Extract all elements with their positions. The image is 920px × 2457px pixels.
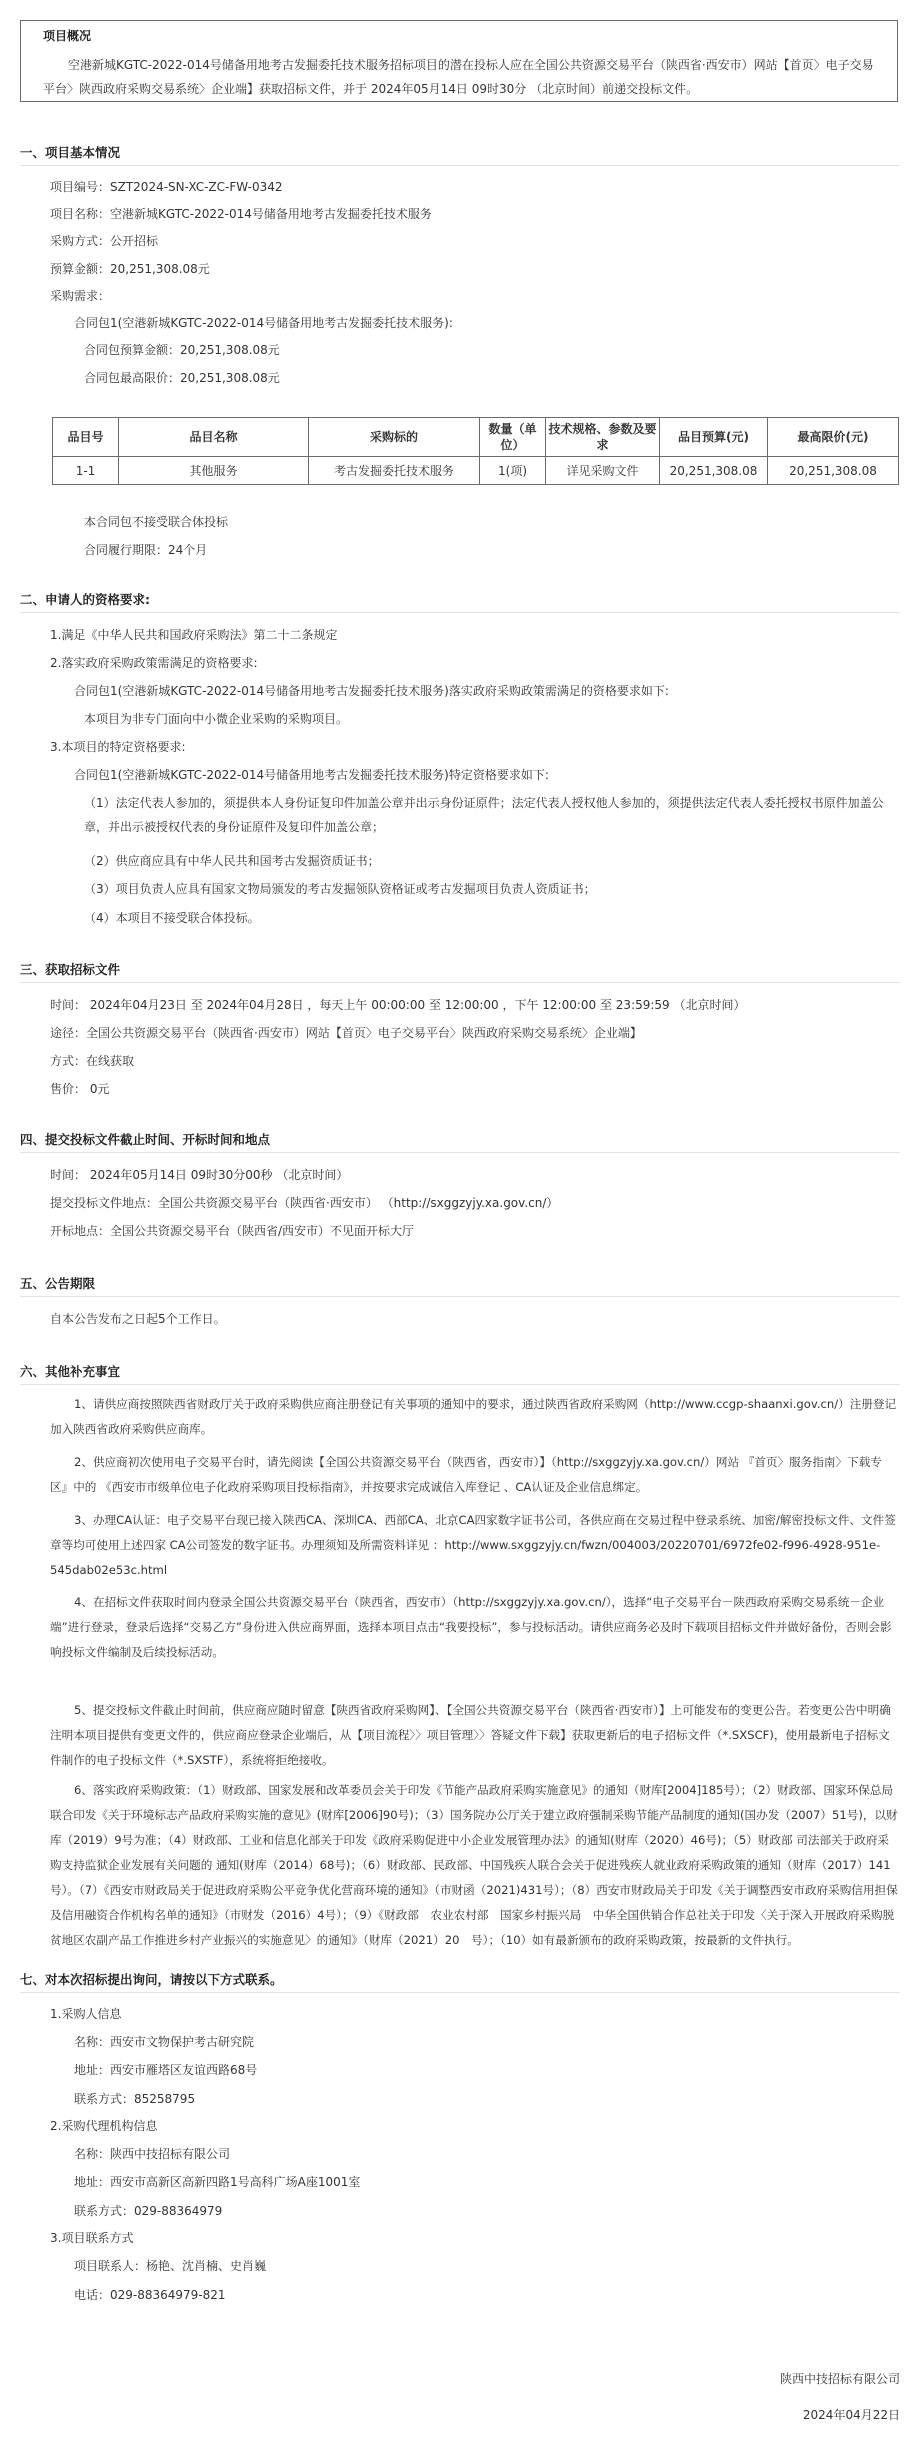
section-1-heading: 一、项目基本情况 <box>20 145 121 160</box>
lot-title: 合同包1(空港新城KGTC-2022-014号储备用地考古发掘委托技术服务): <box>74 316 453 330</box>
table-header: 采购标的 <box>309 418 480 457</box>
overview-text: 空港新城KGTC-2022-014号储备用地考古发掘委托技术服务招标项目的潜在投标人应在全国公共资源交易平台（陕西省·西安市）网站【首页〉电子交易平台〉陕西政府采购交易系统〉企业端】获取招标文件，并于 2024年05月14日 09时30分 （北京时间）前递交投标文件。 <box>43 58 874 96</box>
notice-period-text: 自本公告发布之日起5个工作日。 <box>50 1312 226 1326</box>
agency-info-title: 2.采购代理机构信息 <box>50 2119 158 2133</box>
section-4-heading: 四、提交投标文件截止时间、开标时间和地点 <box>20 1132 271 1147</box>
section-7-heading: 七、对本次招标提出询问，请按以下方式联系。 <box>20 1972 283 1987</box>
footer-date: 2024年04月22日 <box>802 2408 900 2422</box>
section-divider <box>20 1152 900 1153</box>
special-req-4: （4）本项目不接受联合体投标。 <box>84 911 260 925</box>
section-divider <box>20 1296 900 1297</box>
table-cell: 1(项) <box>480 457 546 485</box>
budget-amount: 预算金额：20,251,308.08元 <box>50 262 210 276</box>
table-cell: 考古发掘委托技术服务 <box>309 457 480 485</box>
items-table <box>52 417 899 485</box>
table-header: 数量（单位） <box>480 418 546 457</box>
section-3-heading: 三、获取招标文件 <box>20 962 121 977</box>
overview-title: 项目概况 <box>43 29 92 43</box>
table-header: 品目预算(元) <box>660 418 768 457</box>
table-cell: 详见采购文件 <box>546 457 660 485</box>
supplement-item-1: 1、请供应商按照陕西省财政厅关于政府采购供应商注册登记有关事项的通知中的要求，通过陕西省政府采购网（http://www.ccgp-shaanxi.gov.cn/）注册登记加入陕西省政府采购供应商库。 <box>50 1397 897 1436</box>
table-header: 技术规格、参数及要求 <box>546 418 660 457</box>
project-contact-phone: 电话：029-88364979-821 <box>74 2288 226 2302</box>
section-divider <box>20 1384 900 1385</box>
section-5-heading: 五、公告期限 <box>20 1276 96 1291</box>
table-header: 品目号 <box>53 418 119 457</box>
demand-label: 采购需求： <box>50 289 111 303</box>
supplement-item-4: 4、在招标文件获取时间内登录全国公共资源交易平台（陕西省，西安市）（http://sxggzyjy.xa.gov.cn/），选择“电子交易平台－陕西政府采购交易系统－企业端”进行登录，登录后选择“交易乙方”身份进入供应商界面，选择本项目点击“我要投标”，参与投标活动。请供应商务必及时下载项目招标文件并做好备份，否则会影响投标文件编制及后续投标活动。 <box>50 1595 892 1659</box>
supplement-item-5: 5、提交投标文件截止时间前，供应商应随时留意【陕西省政府采购网】、【全国公共资源交易平台（陕西省·西安市）】上可能发布的变更公告。若变更公告中明确注明本项目提供有变更文件的，供应商应登录企业端后，从【项目流程〉〉项目管理〉〉答疑文件下载】获取更新后的电子招标文件（*.SXSCF)，使用最新电子招标文件制作的电子投标文件（*.SXSTF），系统将拒绝接收。 <box>50 1703 891 1767</box>
special-req-1: （1）法定代表人参加的，须提供本人身份证复印件加盖公章并出示身份证原件；法定代表人授权他人参加的，须提供法定代表人委托授权书原件加盖公章，并出示被授权代表的身份证原件及复印件加盖公章； <box>84 796 884 834</box>
procurement-method: 采购方式：公开招标 <box>50 234 159 248</box>
project-number: 项目编号：SZT2024-SN-XC-ZC-FW-0342 <box>50 180 283 194</box>
table-cell: 20,251,308.08 <box>660 457 768 485</box>
table-header: 品目名称 <box>119 418 309 457</box>
policy-detail: 本项目为非专门面向中小微企业采购的采购项目。 <box>84 712 349 726</box>
agency-address: 地址：西安市高新区高新四路1号高科广场A座1001室 <box>74 2175 361 2189</box>
table-cell: 20,251,308.08 <box>768 457 899 485</box>
special-req-2: （2）供应商应具有中华人民共和国考古发掘资质证书； <box>84 854 380 868</box>
section-divider <box>20 165 900 166</box>
supplement-item-2: 2、供应商初次使用电子交易平台时，请先阅读【全国公共资源交易平台（陕西省，西安市）】（http://sxggzyjy.xa.gov.cn/）网站 『首页〉服务指南〉下载专区』中的 《西安市市级单位电子化政府采购项目投标指南》，并按要求完成诚信入库登记 、CA认证及企业信息绑定。 <box>50 1455 882 1494</box>
special-req-lot-text: 合同包1(空港新城KGTC-2022-014号储备用地考古发掘委托技术服务)特定资格要求如下: <box>74 768 549 782</box>
purchaser-phone: 联系方式：85258795 <box>74 2092 196 2106</box>
purchaser-address: 地址：西安市雁塔区友谊西路68号 <box>74 2063 258 2077</box>
supplement-item-6: 6、落实政府采购政策：（1）财政部、国家发展和改革委员会关于印发《节能产品政府采购实施意见》的通知（财库[2004]185号）；（2）财政部、国家环保总局联合印发《关于环境标志产品政府采购实施的意见》(财库[2006]90号)；（3）国务院办公厅关于建立政府强制采购节能产品制度的通知(国办发（2007）51号)，以财库（2019）9号为准；（4）财政部、工业和信息化部关于印发《政府采购促进中小企业发展管理办法》的通知(财库（2020）46号)；（5）财政部 司法部关于政府采购支持监狱企业发展有关问题的 通知(财库（2014）68号)；（6）财政部、民政部、中国残疾人联合会关于促进残疾人就业政府采购政策的通知（财库（2017）141号）。（7）《西安市财政局关于促进政府采购公平竞争优化营商环境的通知》（市财函（2021)431号）；（8）西安市财政局关于印发《关于调整西安市政府采购信用担保及信用融资合作机构名单的通知》（市财发（2016）4号）；（9）《财政部 农业农村部 国家乡村振兴局 中华全国供销合作总社关于印发〈关于深入开展政府采购脱贫地区农副产品工作推进乡村产业振兴的实施意见〉的通知》（财库（2021）20 号）；（10）如有最新颁布的政府采购政策，按最新的文件执行。 <box>50 1783 898 1947</box>
obtain-time: 时间： 2024年04月23日 至 2024年04月28日 ，每天上午 00:00:00 至 12:00:00 ，下午 12:00:00 至 23:59:59 （北京时间） <box>50 998 746 1012</box>
section-6-heading: 六、其他补充事宜 <box>20 1364 121 1379</box>
section-divider <box>20 982 900 983</box>
table-cell: 其他服务 <box>119 457 309 485</box>
table-header-row <box>53 418 899 457</box>
table-header: 最高限价(元) <box>768 418 899 457</box>
agency-phone: 联系方式：029-88364979 <box>74 2204 223 2218</box>
project-name: 项目名称：空港新城KGTC-2022-014号储备用地考古发掘委托技术服务 <box>50 207 432 221</box>
table-row <box>53 457 899 485</box>
section-divider <box>20 1992 900 1993</box>
lot-max-price: 合同包最高限价：20,251,308.08元 <box>84 371 280 385</box>
section-divider <box>20 612 900 613</box>
qualification-item-3: 3.本项目的特定资格要求: <box>50 740 186 754</box>
footer-company: 陕西中技招标有限公司 <box>779 2372 900 2386</box>
obtain-price: 售价： 0元 <box>50 1082 110 1096</box>
qualification-item-1: 1.满足《中华人民共和国政府采购法》第二十二条规定 <box>50 628 338 642</box>
purchaser-name: 名称：西安市文物保护考古研究院 <box>74 2035 255 2049</box>
overview-box <box>20 20 898 102</box>
section-2-heading: 二、申请人的资格要求: <box>20 592 150 607</box>
table-cell: 1-1 <box>53 457 119 485</box>
obtain-way: 途径：全国公共资源交易平台（陕西省·西安市）网站【首页〉电子交易平台〉陕西政府采购交易系统〉企业端】 <box>50 1026 642 1040</box>
project-contact-people: 项目联系人：杨艳、沈肖楠、史肖巍 <box>74 2259 267 2273</box>
opening-location: 开标地点：全国公共资源交易平台（陕西省/西安市）不见面开标大厅 <box>50 1224 415 1238</box>
deadline-time: 时间： 2024年05月14日 09时30分00秒 （北京时间） <box>50 1168 349 1182</box>
policy-lot-text: 合同包1(空港新城KGTC-2022-014号储备用地考古发掘委托技术服务)落实政府采购政策需满足的资格要求如下: <box>74 684 669 698</box>
contract-period: 合同履行期限：24个月 <box>84 543 208 557</box>
lot-budget: 合同包预算金额：20,251,308.08元 <box>84 343 280 357</box>
submit-location: 提交投标文件地点：全国公共资源交易平台（陕西省·西安市） （http://sxggzyjy.xa.gov.cn/） <box>50 1196 559 1210</box>
qualification-item-2: 2.落实政府采购政策需满足的资格要求: <box>50 656 258 670</box>
special-req-3: （3）项目负责人应具有国家文物局颁发的考古发掘领队资格证或考古发掘项目负责人资质证书； <box>84 882 596 896</box>
supplement-item-3: 3、办理CA认证：电子交易平台现已接入陕西CA、深圳CA、西部CA、北京CA四家数字证书公司，各供应商在交易过程中登录系统、加密/解密投标文件、文件签章等均可使用上述四家 CA公司签发的数字证书。办理须知及所需资料详见 ：http://www.sxggzyjy.cn/fwzn/004003/20220701/6972fe02-f996-4928-951e-545dab02e53c.html <box>50 1513 896 1577</box>
obtain-mode: 方式：在线获取 <box>50 1054 135 1068</box>
no-consortium-note: 本合同包不接受联合体投标 <box>84 515 229 529</box>
agency-name: 名称：陕西中技招标有限公司 <box>74 2147 231 2161</box>
project-contact-title: 3.项目联系方式 <box>50 2231 134 2245</box>
purchaser-info-title: 1.采购人信息 <box>50 2007 122 2021</box>
